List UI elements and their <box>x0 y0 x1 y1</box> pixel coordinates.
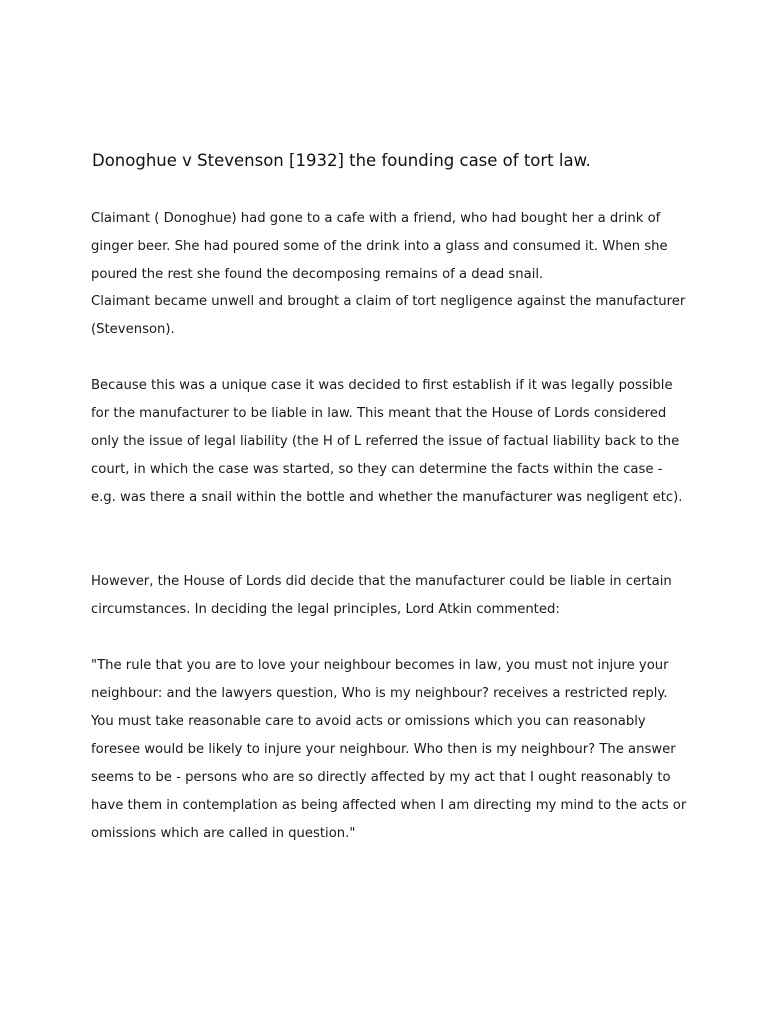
paragraph-house-of-lords-decision: However, the House of Lords did decide that the manufacturer could be liable in certain circumstances. In deciding the legal principles, Lord Atkin commented: <box>91 574 672 617</box>
paragraph-claim-negligence: Claimant became unwell and brought a claim of tort negligence against the manufacturer (Stevenson). <box>91 294 686 337</box>
paragraph-claimant-cafe: Claimant ( Donoghue) had gone to a cafe with a friend, who had bought her a drink of ginger beer. She had poured some of the drink into a glass and consumed it. When she poured the rest she found the decomposing remains of a dead snail. <box>91 211 668 282</box>
document-title: Donoghue v Stevenson [1932] the founding case of tort law. <box>92 151 591 170</box>
paragraph-legal-liability: Because this was a unique case it was decided to first establish if it was legally possible for the manufacturer to be liable in law. This meant that the House of Lords considered only the issue of legal liability (the H of L referred the issue of factual liability back to the court, in which the case was started, so they can determine the facts within the case - e.g. was there a snail within the bottle and whether the manufacturer was negligent etc). <box>91 378 683 505</box>
paragraph-lord-atkin-quote: "The rule that you are to love your neighbour becomes in law, you must not injure your neighbour: and the lawyers question, Who is my neighbour? receives a restricted reply. You must take reasonable care to avoid acts or omissions which you can reasonably foresee would be likely to injure your neighbour. Who then is my neighbour? The answer seems to be - persons who are so directly affected by my act that I ought reasonably to have them in contemplation as being affected when I am directing my mind to the acts or omissions which are called in question." <box>91 658 687 841</box>
